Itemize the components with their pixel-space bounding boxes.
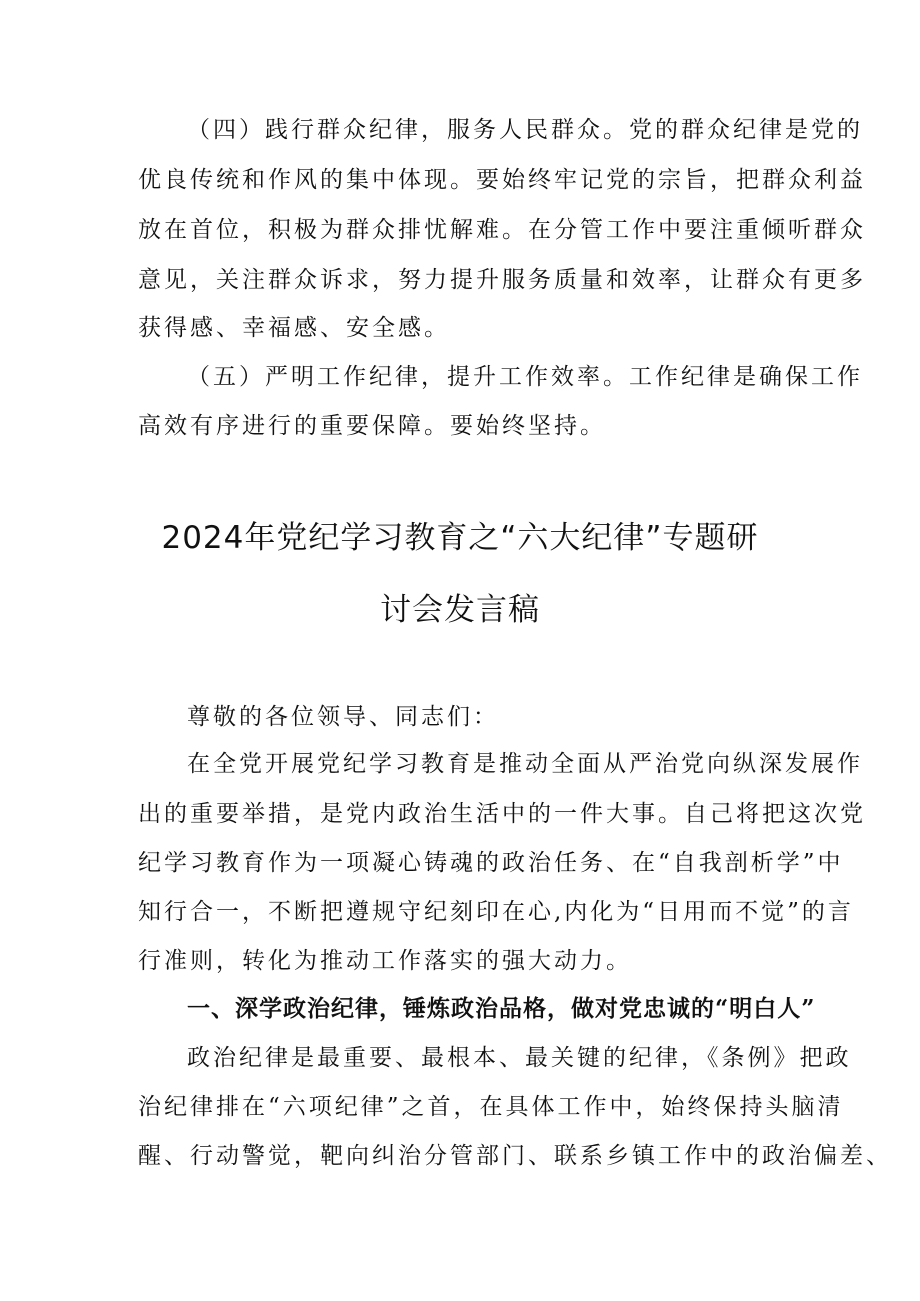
section-1-line-1: 政治纪律是最重要、最根本、最关键的纪律，《条例》把政 [187, 1045, 852, 1071]
paragraph-4-line-1: （四）践行群众纪律，服务人民群众。党的群众纪律是党的 [187, 117, 863, 143]
intro-line-1: 在全党开展党纪学习教育是推动全面从严治党向纵深发展作 [187, 751, 863, 777]
paragraph-4-line-4: 意见，关注群众诉求，努力提升服务质量和效率，让群众有更多 [138, 267, 866, 293]
intro-line-4: 知行合一，不断把遵规守纪刻印在心,内化为“日用而不觉”的言 [138, 899, 854, 925]
intro-line-3: 纪学习教育作为一项凝心铸魂的政治任务、在“自我剖析学”中 [138, 850, 844, 876]
section-heading-1: 一、深学政治纪律，锤炼政治品格，做对党忠诚的“明白人” [187, 995, 816, 1022]
document-title-line-1: 2024年党纪学习教育之“六大纪律”专题研 [161, 520, 759, 556]
document-title-line-2: 讨会发言稿 [380, 592, 540, 628]
paragraph-5-line-2: 高效有序进行的重要保障。要始终坚持。 [138, 413, 606, 439]
paragraph-4-line-3: 放在首位，积极为群众排忧解难。在分管工作中要注重倾听群众 [138, 217, 866, 243]
intro-line-2: 出的重要举措，是党内政治生活中的一件大事。自己将把这次党 [138, 801, 866, 827]
paragraph-5-line-1: （五）严明工作纪律，提升工作效率。工作纪律是确保工作 [187, 364, 863, 390]
intro-line-5: 行准则，转化为推动工作落实的强大动力。 [138, 948, 632, 974]
salutation: 尊敬的各位领导、同志们： [187, 704, 499, 730]
section-1-line-2: 治纪律排在“六项纪律”之首，在具体工作中，始终保持头脑清 [138, 1094, 844, 1120]
paragraph-4-line-2: 优良传统和作风的集中体现。要始终牢记党的宗旨，把群众利益 [138, 167, 866, 193]
section-1-line-3: 醒、行动警觉，靶向纠治分管部门、联系乡镇工作中的政治偏差、 [138, 1143, 892, 1169]
paragraph-4-line-5: 获得感、幸福感、安全感。 [138, 315, 450, 341]
